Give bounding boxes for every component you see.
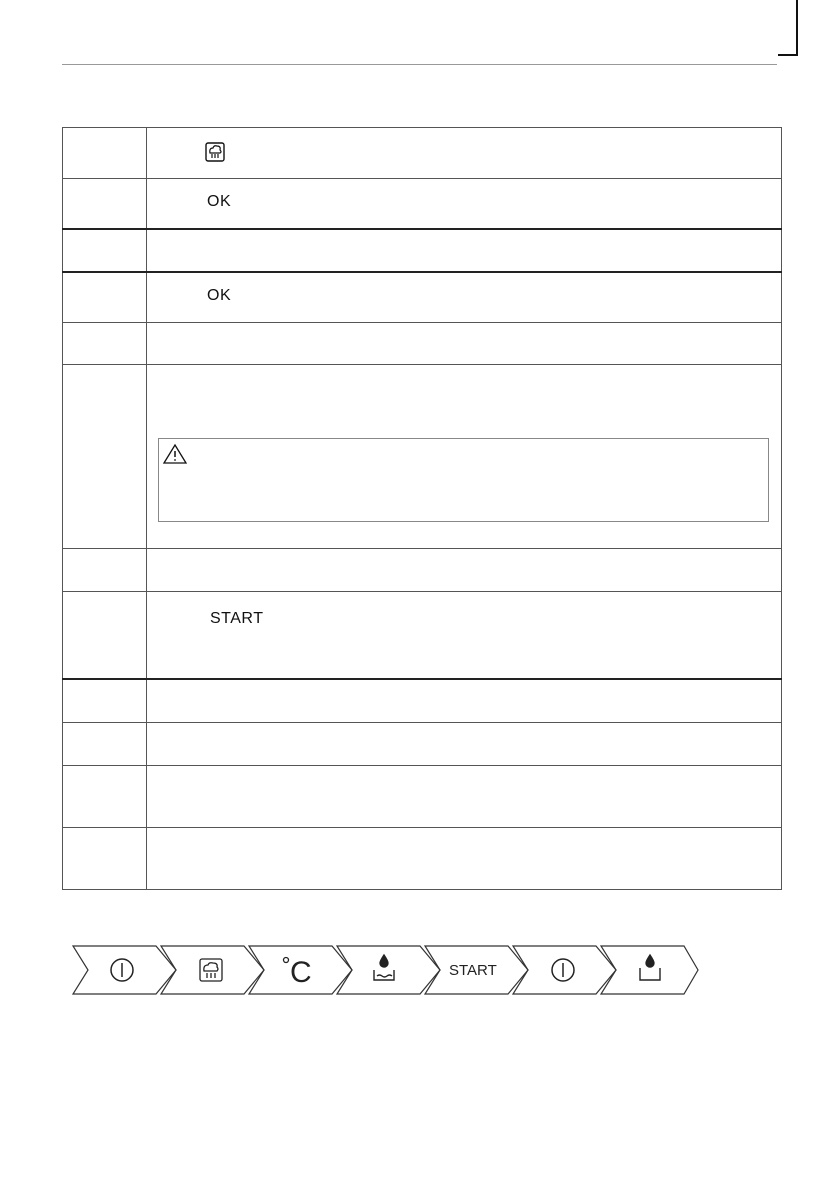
table-row [63,128,782,179]
steam-program-icon [200,959,222,981]
water-tank-empty-icon [640,955,660,980]
procedure-flow [72,944,702,996]
table-row [63,323,782,365]
svg-text:C: C [290,956,312,989]
step-text-cell [147,365,782,548]
start-button: START [449,962,497,979]
step-text-cell [147,272,782,323]
step-number-cell [63,548,147,591]
step-number-cell [63,591,147,679]
table-row [63,179,782,229]
flow-step-6 [513,946,616,994]
power-icon [111,959,133,981]
step-text-cell [147,722,782,765]
step-text-cell [147,765,782,827]
step-text-cell [147,591,782,679]
step-text-cell [147,128,782,179]
step-number-cell [63,229,147,272]
step-text-cell [147,679,782,722]
step-text-cell [147,548,782,591]
header-rule [62,64,777,65]
step-text-cell [147,179,782,229]
step-number-cell [63,365,147,548]
ok-button-label: OK [207,193,232,211]
step-number-cell [63,827,147,889]
step-number-cell [63,128,147,179]
flow-step-1 [73,946,176,994]
table-row [63,548,782,591]
step-number-cell [63,323,147,365]
table-row [63,272,782,323]
step-number-cell [63,765,147,827]
step-text-cell [147,827,782,889]
page-corner-mark [778,0,798,56]
steps-table [62,127,782,890]
step-text-cell [147,323,782,365]
table-row [63,679,782,722]
table-row [63,365,782,548]
step-text-cell [147,229,782,272]
warning-triangle-icon [162,443,188,465]
power-icon [552,959,574,981]
steam-program-icon [205,142,225,162]
step-number-cell [63,272,147,323]
ok-button-label: OK [207,286,232,304]
flow-step-4 [337,946,440,994]
step-number-cell [63,722,147,765]
table-row [63,765,782,827]
flow-step-2 [161,946,264,994]
start-button-label: START [210,609,264,627]
table-row [63,722,782,765]
step-number-cell [63,179,147,229]
temperature-icon [284,956,312,989]
table-row [63,229,782,272]
table-row [63,827,782,889]
flow-step-7 [601,946,698,994]
step-number-cell [63,679,147,722]
water-tank-fill-icon [374,955,394,980]
warning-box [158,438,769,522]
table-row [63,591,782,679]
